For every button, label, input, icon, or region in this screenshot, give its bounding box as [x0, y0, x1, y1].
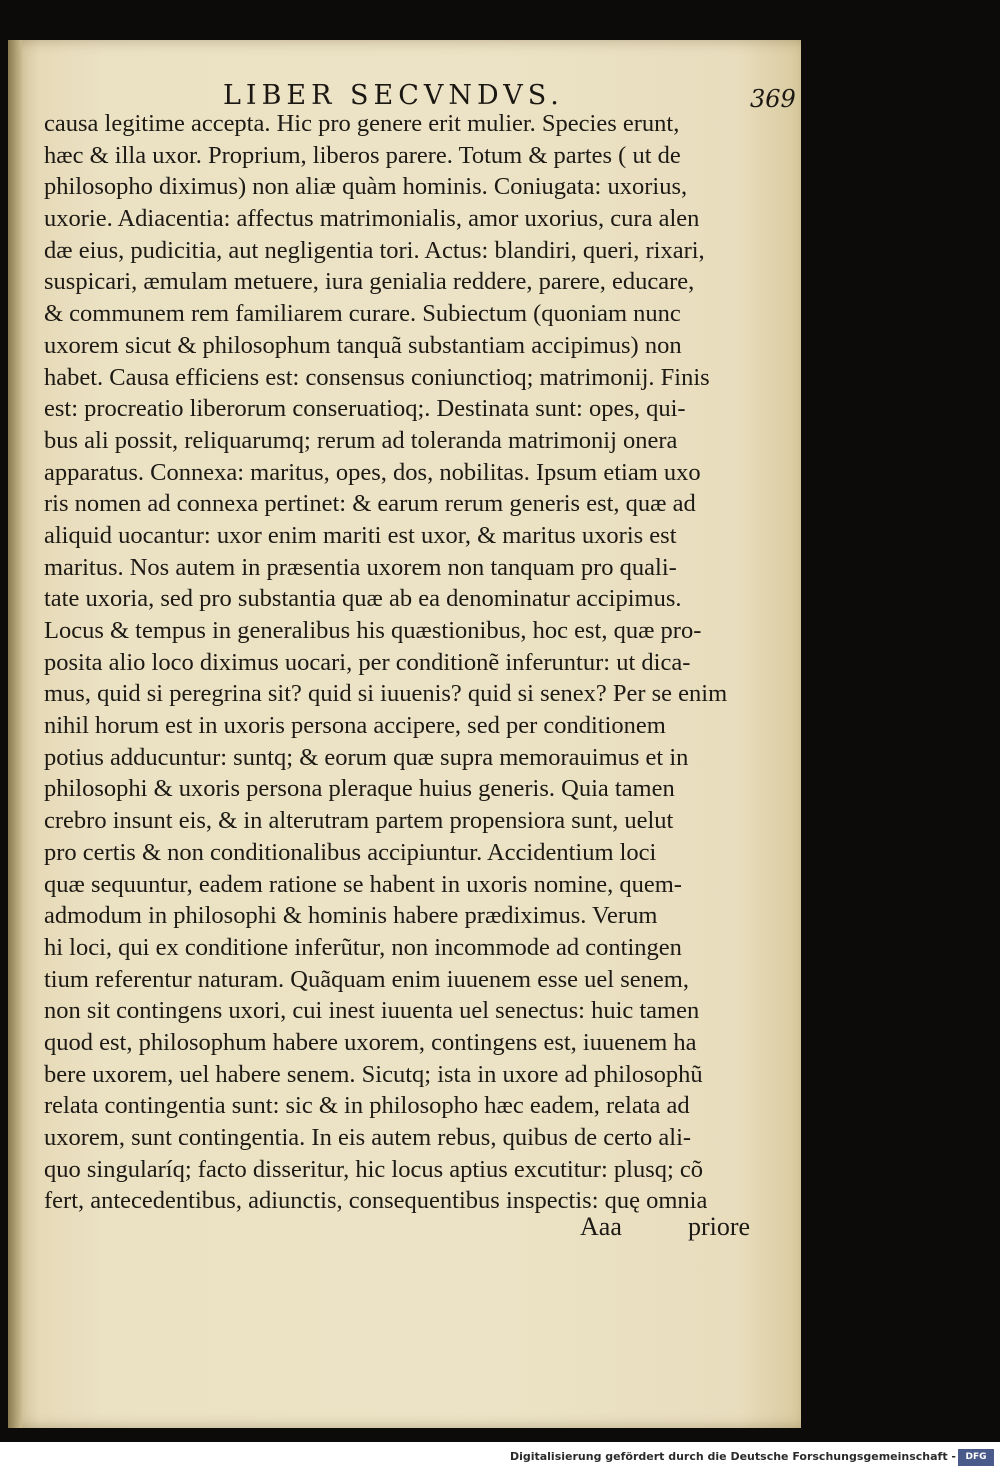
running-head: LIBER SECVNDVS.	[223, 80, 564, 111]
text-line: quo singularíq; facto disseritur, hic locus aptius excutitur: plusq; cõ	[44, 1155, 704, 1183]
text-line: dæ eius, pudicitia, aut negligentia tori. Actus: blandiri, queri, rixari,	[44, 236, 705, 264]
text-line: fert, antecedentibus, adiunctis, consequentibus inspectis: quę omnia	[44, 1187, 708, 1215]
text-line: pro certis & non conditionalibus accipiuntur. Accidentium loci	[44, 838, 657, 866]
text-line: apparatus. Connexa: maritus, opes, dos, nobilitas. Ipsum etiam uxo	[44, 458, 701, 486]
text-line: aliquid uocantur: uxor enim mariti est uxor, & maritus uxoris est	[44, 521, 677, 549]
text-line: habet. Causa efficiens est: consensus coniunctioq; matrimonij. Finis	[44, 363, 710, 391]
text-line: hi loci, qui ex conditione inferũtur, non incommode ad contingen	[44, 933, 682, 961]
page-gutter-edge	[8, 40, 22, 1428]
text-line: causa legitime accepta. Hic pro genere erit mulier. Species erunt,	[44, 110, 680, 137]
signature-mark: Aaa	[580, 1212, 622, 1241]
text-line: relata contingentia sunt: sic & in philosopho hæc eadem, relata ad	[44, 1092, 690, 1120]
text-line: tium referentur naturam. Quãquam enim iuuenem esse uel senem,	[44, 965, 689, 993]
text-line: admodum in philosophi & hominis habere prædiximus. Verum	[44, 902, 658, 930]
text-line: uxorie. Adiacentia: affectus matrimonialis, amor uxorius, cura alen	[44, 205, 700, 233]
text-line: quæ sequuntur, eadem ratione se habent in uxoris nomine, quem-	[44, 870, 682, 898]
catchword: priore	[688, 1212, 751, 1241]
text-line: bus ali possit, reliquarumq; rerum ad toleranda matrimonij onera	[44, 426, 678, 454]
body-text	[44, 108, 789, 1217]
text-line: uxorem, sunt contingentia. In eis autem rebus, quibus de certo ali-	[44, 1124, 692, 1151]
text-line: nihil horum est in uxoris persona accipere, sed per conditionem	[44, 712, 666, 740]
text-line: posita alio loco diximus uocari, per conditionẽ inferuntur: ut dica-	[44, 648, 691, 676]
text-line: potius adducuntur: suntq; & eorum quæ supra memorauimus et in	[44, 743, 689, 771]
text-line: mus, quid si peregrina sit? quid si iuuenis? quid si senex? Per se enim	[44, 680, 728, 708]
text-line: Locus & tempus in generalibus his quæstionibus, hoc est, quæ pro-	[44, 617, 702, 644]
text-line: maritus. Nos autem in præsentia uxorem non tanquam pro quali-	[44, 553, 677, 581]
funding-credit: Digitalisierung gefördert durch die Deutsche Forschungsgemeinschaft -	[509, 1450, 956, 1463]
footer-bar	[0, 1442, 1000, 1472]
page-number: 369	[750, 85, 796, 113]
text-line: hæc & illa uxor. Proprium, liberos parere. Totum & partes ( ut de	[44, 141, 681, 169]
text-line: est: procreatio liberorum conseruatioq;. Destinata sunt: opes, qui-	[44, 395, 686, 423]
text-line: non sit contingens uxori, cui inest iuuenta uel senectus: huic tamen	[44, 997, 700, 1025]
text-line: & communem rem familiarem curare. Subiectum (quoniam nunc	[44, 300, 681, 328]
dfg-logo-icon: DFG	[958, 1449, 994, 1466]
text-line: uxorem sicut & philosophum tanquã substantiam accipimus) non	[44, 331, 682, 359]
text-line: philosopho diximus) non aliæ quàm hominis. Coniugata: uxorius,	[44, 173, 688, 201]
text-line: ris nomen ad connexa pertinet: & earum rerum generis est, quæ ad	[44, 490, 696, 518]
book-page	[8, 40, 801, 1428]
text-line: philosophi & uxoris persona pleraque huius generis. Quia tamen	[44, 775, 675, 803]
text-line: crebro insunt eis, & in alterutram partem propensiora sunt, uelut	[44, 807, 674, 835]
text-line: quod est, philosophum habere uxorem, contingens est, iuuenem ha	[44, 1028, 697, 1056]
text-line: tate uxoria, sed pro substantia quæ ab ea denominatur accipimus.	[44, 585, 682, 613]
text-line: bere uxorem, uel habere senem. Sicutq; ista in uxore ad philosophũ	[44, 1060, 703, 1088]
text-line: suspicari, æmulam metuere, iura genialia reddere, parere, educare,	[44, 268, 695, 296]
